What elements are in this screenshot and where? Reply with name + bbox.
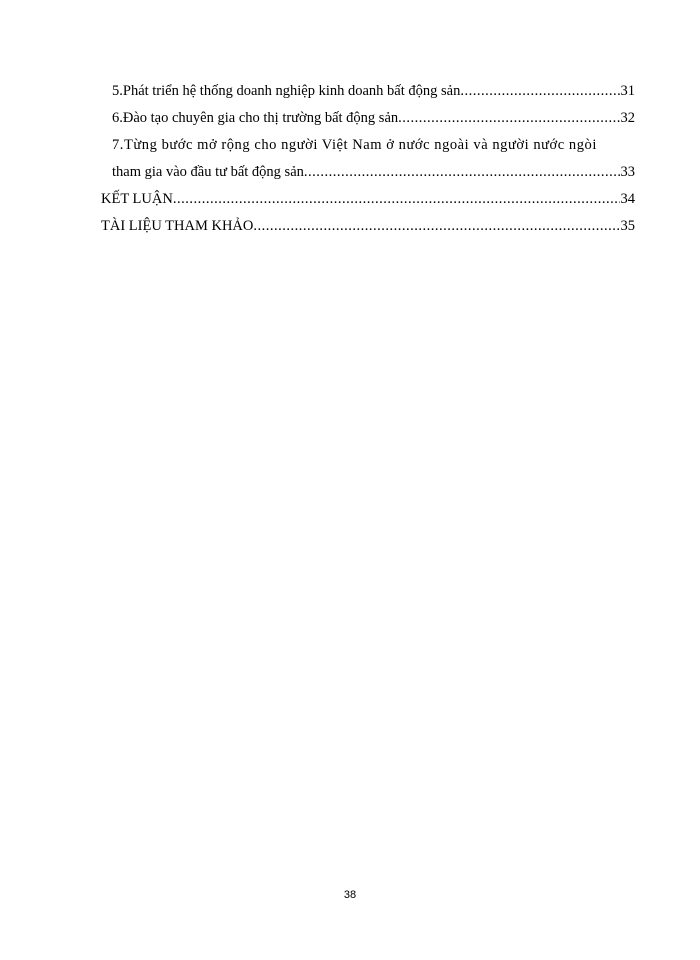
toc-entry-label-line2: tham gia vào đầu tư bất động sản [112,164,304,180]
page-footer-number: 38 [343,889,357,901]
toc-entry-conclusion[interactable] [101,186,635,213]
toc-page-number: 32 [620,110,635,126]
toc-entry-label-line1: 7.Từng bước mở rộng cho người Việt Nam ở nước ngoài và người nước ngòi [112,137,597,153]
toc-entry-7-continuation [101,159,635,186]
toc-page-number: 33 [620,164,635,180]
toc-entry-references[interactable] [101,213,635,240]
toc-dot-leader [398,105,619,132]
toc-entry-label: KẾT LUẬN [101,191,173,207]
toc-entry-label: 5.Phát triển hệ thống doanh nghiệp kinh doanh bất động sản [112,83,461,99]
toc-entry-6[interactable] [101,105,635,132]
toc-dot-leader [460,78,619,105]
toc-dot-leader [173,186,620,213]
toc-entry-label: TÀI LIỆU THAM KHẢO [101,218,254,234]
toc-entry-5[interactable] [101,78,635,105]
toc-dot-leader [304,159,620,186]
toc-page-number: 35 [620,218,635,234]
toc-page-number: 34 [620,191,635,207]
toc-dot-leader [253,213,619,240]
toc-entry-label: 6.Đào tạo chuyên gia cho thị trường bất động sản [112,110,399,126]
toc-page-number: 31 [620,83,635,99]
table-of-contents [101,78,635,240]
toc-entry-7[interactable] [101,132,635,186]
